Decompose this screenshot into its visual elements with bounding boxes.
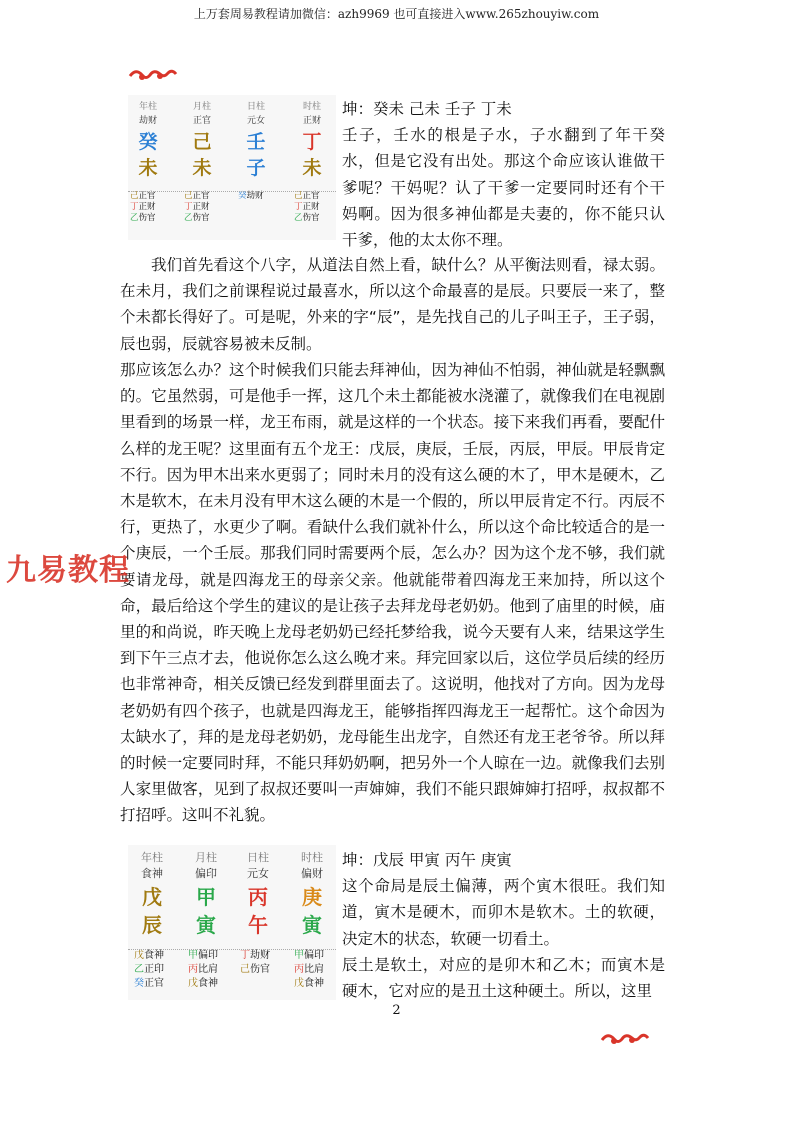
pillar-label: 月柱 <box>192 102 211 112</box>
hidden-ten-god: 偏印 <box>198 950 218 961</box>
hidden-stem-line <box>292 977 332 991</box>
section1-paragraph-2: 那应该怎么办？这个时候我们只能去拜神仙，因为神仙不怕弱，神仙就是轻飘飘的。它虽然弱，可是他手一挥，这几个未土都能被水浇灌了，就像我们在电视剧里看到的场景一样，龙王布雨，就是这样的一个状态。接下来我们再看，要配什么样的龙王呢？这里面有五个龙王：戊辰，庚辰，壬辰，丙辰，甲辰。甲辰肯定不行。因为甲木出来水更弱了；同时未月的没有这么硬的木了，甲木是硬木，乙木是软木，在未月没有甲木这么硬的木是一个假的，所以甲辰肯定不行。丙辰不行，更热了，水更少了啊。看缺什么我们就补什么，所以这个命比较适合的是一个庚辰，一个壬辰。那我们同时需要两个辰，怎么办？因为这个龙不够，我们就要请龙母，就是四海龙王的母亲父亲。他就能带着四海龙王来加持，所以这个命，最后给这个学生的建议的是让孩子去拜龙母老奶奶。他到了庙里的时候，庙里的和尚说，昨天晚上龙母老奶奶已经托梦给我，说今天要有人来，结果这学生到下午三点才去，他说你怎么这么晚才来。拜完回家以后，这位学员后续的经历也非常神奇，相关反馈已经发到群里面去了。这说明，他找对了方向。因为龙母老奶奶有四个孩子，也就是四海龙王，能够指挥四海龙王一起帮忙。这个命因为太缺水了，拜的是龙母老奶奶，龙母能生出龙字，自然还有龙王老爷爷。所以拜的时候一定要同时拜，不能只拜奶奶啊，把另外一个人晾在一边。就像我们去别人家里做客，见到了叔叔还要叫一声婶婶，我们不能只跟婶婶打招呼，叔叔都不打招呼。这叫不礼貌。 <box>120 361 665 825</box>
hidden-ten-god: 食神 <box>198 978 218 989</box>
hidden-stem: 乙 <box>184 213 193 223</box>
hidden-ten-god: 正财 <box>302 202 320 212</box>
section2-title: 坤：戊辰 甲寅 丙午 庚寅 <box>342 851 512 869</box>
heavenly-stem: 癸 <box>138 131 158 153</box>
hidden-stems <box>292 949 332 991</box>
earthly-branch: 未 <box>192 157 212 179</box>
hidden-stem: 癸 <box>238 191 247 201</box>
hidden-stem: 丙 <box>294 964 304 975</box>
hidden-ten-god: 正官 <box>302 191 320 201</box>
ten-god-label: 偏财 <box>301 867 323 880</box>
hidden-stem: 甲 <box>188 950 198 961</box>
hidden-ten-god: 正官 <box>144 978 164 989</box>
hidden-stem-line <box>182 202 222 213</box>
heavenly-stem: 壬 <box>246 131 266 153</box>
pillar-label: 时柱 <box>301 851 323 864</box>
section2-side-text <box>342 847 665 1004</box>
earthly-branch: 寅 <box>196 913 216 937</box>
hidden-ten-god: 伤官 <box>302 213 320 223</box>
hidden-stem: 戊 <box>134 950 144 961</box>
section1-title: 坤：癸未 己未 壬子 丁未 <box>342 100 512 118</box>
bazi-chart-2 <box>128 845 336 1000</box>
hidden-stem: 戊 <box>188 978 198 989</box>
hidden-ten-god: 食神 <box>304 978 324 989</box>
hidden-stem: 乙 <box>134 964 144 975</box>
earthly-branch: 未 <box>138 157 158 179</box>
hidden-stem-line <box>128 213 168 224</box>
hidden-ten-god: 伤官 <box>192 213 210 223</box>
hidden-stem-line <box>236 191 276 202</box>
section2-side-paragraph-2: 辰土是软土，对应的是卯木和乙木；而寅木是硬木，它对应的是丑土这种硬土。所以，这里 <box>342 955 665 1001</box>
hidden-stem: 戊 <box>294 978 304 989</box>
section1-side-text <box>342 96 665 253</box>
hidden-ten-god: 食神 <box>144 950 164 961</box>
hidden-ten-god: 劫财 <box>250 950 270 961</box>
hidden-stems <box>236 191 276 202</box>
ten-god-label: 正官 <box>192 116 211 126</box>
hidden-ten-god: 比肩 <box>198 964 218 975</box>
hidden-stem: 乙 <box>130 213 139 223</box>
hidden-ten-god: 正官 <box>192 191 210 201</box>
earthly-branch: 午 <box>248 913 268 937</box>
hidden-stems <box>128 191 168 224</box>
hidden-ten-god: 伤官 <box>138 213 156 223</box>
pillar-column <box>128 99 168 224</box>
pillar-label: 日柱 <box>247 851 269 864</box>
hidden-stem-line <box>292 963 332 977</box>
hidden-stem-line <box>238 949 278 963</box>
hidden-stem-line <box>132 949 172 963</box>
hidden-ten-god: 正印 <box>144 964 164 975</box>
hidden-stem-line <box>128 202 168 213</box>
pillar-column <box>132 849 172 991</box>
hidden-stem: 丁 <box>294 202 303 212</box>
hidden-stem-line <box>238 963 278 977</box>
hidden-stem-line <box>186 963 226 977</box>
cloud-ornament-icon <box>600 1030 650 1048</box>
hidden-stem-line <box>292 191 332 202</box>
hidden-stem-line <box>186 977 226 991</box>
hidden-stem: 己 <box>130 191 139 201</box>
pillar-column <box>292 849 332 991</box>
hidden-ten-god: 偏印 <box>304 950 324 961</box>
hidden-stem-line <box>182 213 222 224</box>
section1-side-paragraph: 壬子，壬水的根是子水，子水翻到了年干癸水，但是它没有出处。那这个命应该认谁做干爹呢？干妈呢？认了干爹一定要同时还有个干妈啊。因为很多神仙都是夫妻的，你不能只认干爹，他的太太你不理。 <box>342 126 665 250</box>
hidden-ten-god: 伤官 <box>250 964 270 975</box>
hidden-ten-god: 比肩 <box>304 964 324 975</box>
section2-side-paragraph: 这个命局是辰土偏薄，两个寅木很旺。我们知道，寅木是硬木，而卯木是软木。土的软硬，决定木的状态，软硬一切看土。 <box>342 877 665 948</box>
hidden-stem-line <box>132 977 172 991</box>
hidden-stem: 丙 <box>188 964 198 975</box>
hidden-stem: 己 <box>184 191 193 201</box>
hidden-stems <box>182 191 222 224</box>
ten-god-label: 元女 <box>246 116 265 126</box>
page-header: 上万套周易教程请加微信：azh9969 也可直接进入www.265zhouyiw.com <box>193 7 600 21</box>
chart-divider <box>128 949 336 950</box>
section1-paragraph-1: 我们首先看这个八字，从道法自然上看，缺什么？从平衡法则看，禄太弱。在未月，我们之前课程说过最喜水，所以这个命最喜的是辰。只要辰一来了，整个未都长得好了。可是呢，外来的字“辰”，是先找自己的儿子叫王子，王子弱，辰也弱，辰就容易被未反制。 <box>120 256 665 353</box>
hidden-stems <box>132 949 172 991</box>
heavenly-stem: 丙 <box>248 885 268 909</box>
heavenly-stem: 己 <box>192 131 212 153</box>
hidden-stem-line <box>186 949 226 963</box>
hidden-stem-line <box>182 191 222 202</box>
hidden-stems <box>186 949 226 991</box>
pillar-column <box>292 99 332 224</box>
cloud-ornament-icon <box>128 66 178 84</box>
heavenly-stem: 丁 <box>302 131 322 153</box>
pillar-label: 时柱 <box>302 102 321 112</box>
hidden-stem-line <box>292 202 332 213</box>
hidden-stem-line <box>128 191 168 202</box>
ten-god-label: 偏印 <box>195 867 217 880</box>
hidden-stem: 丁 <box>184 202 193 212</box>
earthly-branch: 子 <box>246 157 266 179</box>
earthly-branch: 未 <box>302 157 322 179</box>
hidden-stem-line <box>132 963 172 977</box>
hidden-stem-line <box>292 213 332 224</box>
hidden-stem: 甲 <box>294 950 304 961</box>
hidden-stem: 癸 <box>134 978 144 989</box>
bazi-chart-1 <box>128 95 336 240</box>
earthly-branch: 辰 <box>142 913 162 937</box>
earthly-branch: 寅 <box>302 913 322 937</box>
chart-divider <box>128 191 336 192</box>
hidden-stem: 丁 <box>130 202 139 212</box>
hidden-stem: 己 <box>240 964 250 975</box>
hidden-ten-god: 正官 <box>138 191 156 201</box>
pillar-label: 年柱 <box>141 851 163 864</box>
pillar-label: 日柱 <box>246 102 265 112</box>
ten-god-label: 元女 <box>247 867 269 880</box>
heavenly-stem: 戊 <box>142 885 162 909</box>
pillar-label: 年柱 <box>138 102 157 112</box>
hidden-stem: 乙 <box>294 213 303 223</box>
hidden-ten-god: 劫财 <box>246 191 264 201</box>
pillar-column <box>238 849 278 977</box>
pillar-label: 月柱 <box>195 851 217 864</box>
ten-god-label: 食神 <box>141 867 163 880</box>
hidden-stems <box>238 949 278 977</box>
page-number: 2 <box>392 1003 401 1018</box>
pillar-column <box>182 99 222 224</box>
pillar-column <box>236 99 276 202</box>
hidden-ten-god: 正财 <box>138 202 156 212</box>
ten-god-label: 劫财 <box>138 116 157 126</box>
heavenly-stem: 庚 <box>302 885 322 909</box>
hidden-ten-god: 正财 <box>192 202 210 212</box>
hidden-stem: 丁 <box>240 950 250 961</box>
hidden-stem: 己 <box>294 191 303 201</box>
ten-god-label: 正财 <box>302 116 321 126</box>
heavenly-stem: 甲 <box>196 885 216 909</box>
hidden-stem-line <box>292 949 332 963</box>
pillar-column <box>186 849 226 991</box>
hidden-stems <box>292 191 332 224</box>
watermark-text: 九易教程 <box>6 553 130 588</box>
